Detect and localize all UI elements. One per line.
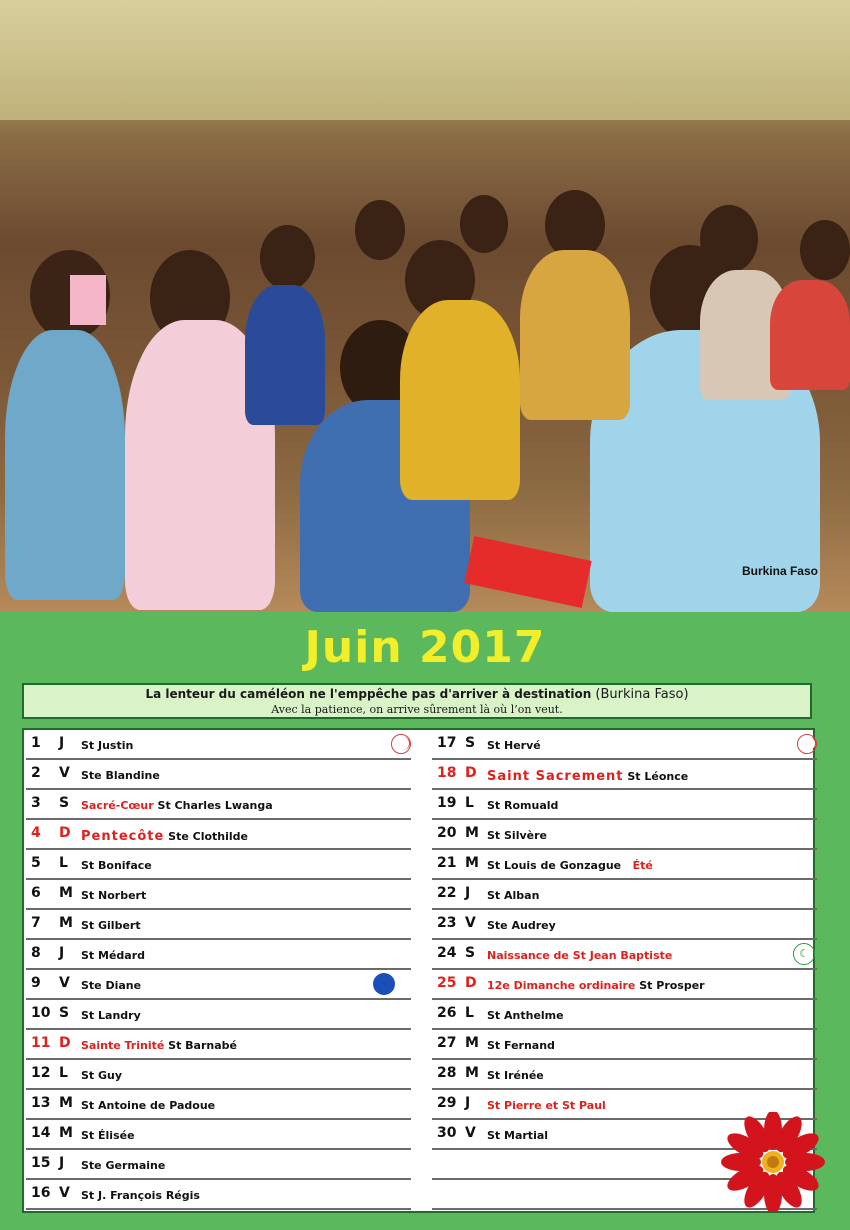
day-names — [487, 1039, 555, 1052]
weekday-letter: M — [59, 915, 73, 931]
saint-name: St Antoine de Padoue — [81, 1099, 216, 1112]
calendar-day-row — [432, 730, 817, 760]
proverb-box — [22, 683, 812, 719]
day-names — [487, 889, 539, 902]
moon-phase-icon — [391, 734, 411, 754]
calendar-day-row — [432, 820, 817, 850]
feast-name: St Pierre et St Paul — [487, 1099, 606, 1112]
new-moon-icon — [373, 973, 395, 995]
day-number: 21 — [437, 855, 457, 871]
weekday-letter: V — [59, 975, 70, 991]
saint-name: St Martial — [487, 1129, 549, 1142]
day-number: 16 — [31, 1185, 51, 1201]
day-names — [487, 1099, 606, 1112]
season-label: Été — [632, 859, 653, 872]
weekday-letter: L — [465, 795, 474, 811]
day-number: 11 — [31, 1035, 51, 1051]
day-names — [487, 949, 672, 962]
proverb-translation: Avec la patience, on arrive sûrement là où l’on veut. — [271, 703, 563, 716]
child-clothing — [400, 300, 520, 500]
saint-name: St Silvère — [487, 829, 547, 842]
feast-name: Sacré-Cœur — [81, 799, 154, 812]
day-number: 22 — [437, 885, 457, 901]
saint-name: Ste Clothilde — [168, 830, 248, 843]
day-number: 10 — [31, 1005, 51, 1021]
day-number: 18 — [437, 765, 457, 781]
day-names — [81, 919, 141, 932]
day-names — [487, 799, 558, 812]
day-number: 12 — [31, 1065, 51, 1081]
calendar-day-row — [432, 1030, 817, 1060]
saint-name: Ste Audrey — [487, 919, 556, 932]
weekday-letter: D — [465, 765, 477, 781]
day-number: 3 — [31, 795, 41, 811]
day-number: 28 — [437, 1065, 457, 1081]
saint-name: St Landry — [81, 1009, 141, 1022]
day-number: 27 — [437, 1035, 457, 1051]
saint-name: St Guy — [81, 1069, 123, 1082]
weekday-letter: M — [59, 1125, 73, 1141]
day-names — [81, 1069, 122, 1082]
day-number: 26 — [437, 1005, 457, 1021]
day-names — [81, 859, 152, 872]
weekday-letter: M — [59, 885, 73, 901]
saint-name: St Barnabé — [168, 1039, 237, 1052]
calendar-day-row — [26, 1090, 411, 1120]
calendar-day-row — [432, 790, 817, 820]
weekday-letter: J — [59, 945, 65, 961]
saint-name: St Alban — [487, 889, 540, 902]
saint-name: St Norbert — [81, 889, 147, 902]
calendar-day-row — [432, 760, 817, 790]
calendar-day-row — [26, 880, 411, 910]
day-names — [81, 799, 273, 812]
child-figure — [355, 200, 405, 260]
classroom-photo — [0, 0, 850, 612]
day-number: 25 — [437, 975, 457, 991]
day-number: 6 — [31, 885, 41, 901]
proverb-text: La lenteur du caméléon ne l'emppêche pas d'arriver à destination — [145, 687, 592, 701]
weekday-letter: V — [59, 765, 70, 781]
child-figure — [800, 220, 850, 280]
saint-name: St Prosper — [639, 979, 705, 992]
day-names — [81, 829, 248, 844]
weekday-letter: S — [59, 1005, 70, 1021]
calendar-day-row — [26, 1000, 411, 1030]
weekday-letter: S — [465, 945, 476, 961]
calendar-day-row — [26, 1120, 411, 1150]
day-number: 29 — [437, 1095, 457, 1111]
saint-name: St Hervé — [487, 739, 541, 752]
feast-name: Saint Sacrement — [487, 769, 624, 784]
saint-name: St Irénée — [487, 1069, 544, 1082]
red-notebook — [464, 536, 591, 608]
moon-phase-icon — [797, 734, 817, 754]
day-names — [81, 1039, 237, 1052]
saint-name: St Médard — [81, 949, 146, 962]
day-number: 19 — [437, 795, 457, 811]
calendar-day-row — [432, 1060, 817, 1090]
weekday-letter: D — [59, 1035, 71, 1051]
weekday-letter: V — [465, 915, 476, 931]
saint-name: St Fernand — [487, 1039, 555, 1052]
saint-name: St Louis de Gonzague — [487, 859, 622, 872]
saint-name: St Gilbert — [81, 919, 141, 932]
day-number: 5 — [31, 855, 41, 871]
day-number: 4 — [31, 825, 41, 841]
classroom-wall — [0, 0, 850, 120]
weekday-letter: M — [465, 825, 479, 841]
day-names — [487, 979, 705, 992]
day-names — [81, 1159, 165, 1172]
saint-name: St Charles Lwanga — [157, 799, 273, 812]
feast-name: Naissance de St Jean Baptiste — [487, 949, 673, 962]
child-figure — [700, 205, 758, 273]
day-names — [487, 1129, 548, 1142]
saint-name: Ste Blandine — [81, 769, 160, 782]
day-names — [81, 739, 133, 752]
feast-name: Sainte Trinité — [81, 1039, 165, 1052]
child-figure — [460, 195, 508, 253]
day-number: 9 — [31, 975, 41, 991]
calendar-day-row — [432, 1000, 817, 1030]
day-names — [487, 919, 556, 932]
feast-name: 12e Dimanche ordinaire — [487, 979, 636, 992]
day-names — [487, 1009, 564, 1022]
calendar-grid — [22, 728, 815, 1213]
day-number: 13 — [31, 1095, 51, 1111]
saint-name: St Boniface — [81, 859, 152, 872]
weekday-letter: S — [465, 735, 476, 751]
day-names — [81, 1009, 141, 1022]
day-names — [81, 949, 145, 962]
calendar-day-row — [26, 730, 411, 760]
day-names — [487, 829, 547, 842]
saint-name: St Romuald — [487, 799, 559, 812]
day-number: 17 — [437, 735, 457, 751]
saint-name: St Justin — [81, 739, 134, 752]
saint-name: Ste Diane — [81, 979, 142, 992]
calendar-day-row — [26, 970, 411, 1000]
calendar-day-row — [26, 1030, 411, 1060]
day-names — [81, 1189, 200, 1202]
day-names — [81, 769, 160, 782]
day-names — [487, 1069, 544, 1082]
day-number: 7 — [31, 915, 41, 931]
proverb-source: (Burkina Faso) — [591, 687, 689, 702]
saint-name: Ste Germaine — [81, 1159, 166, 1172]
calendar-day-row — [432, 880, 817, 910]
weekday-letter: M — [465, 855, 479, 871]
weekday-letter: M — [59, 1095, 73, 1111]
weekday-letter: L — [465, 1005, 474, 1021]
weekday-letter: V — [59, 1185, 70, 1201]
calendar-day-row — [432, 910, 817, 940]
calendar-day-row — [26, 1060, 411, 1090]
page-title: Juin 2017 — [304, 622, 546, 673]
calendar-day-row — [26, 790, 411, 820]
calendar-day-row — [26, 1150, 411, 1180]
weekday-letter: J — [59, 1155, 65, 1171]
child-figure — [260, 225, 315, 290]
day-names — [81, 1129, 135, 1142]
day-number: 14 — [31, 1125, 51, 1141]
child-clothing — [245, 285, 325, 425]
day-number: 23 — [437, 915, 457, 931]
day-names — [487, 859, 653, 872]
day-number: 24 — [437, 945, 457, 961]
day-number: 20 — [437, 825, 457, 841]
weekday-letter: V — [465, 1125, 476, 1141]
day-names — [487, 769, 688, 784]
day-number: 2 — [31, 765, 41, 781]
calendar-day-row — [26, 910, 411, 940]
child-clothing — [770, 280, 850, 390]
day-number: 8 — [31, 945, 41, 961]
weekday-letter: M — [465, 1065, 479, 1081]
pink-paper — [70, 275, 106, 325]
calendar-day-row — [26, 1180, 411, 1210]
child-clothing — [5, 330, 125, 600]
weekday-letter: J — [59, 735, 65, 751]
weekday-letter: D — [59, 825, 71, 841]
weekday-letter: J — [465, 885, 471, 901]
saint-name: St Élisée — [81, 1129, 135, 1142]
calendar-day-row — [26, 940, 411, 970]
weekday-letter: M — [465, 1035, 479, 1051]
calendar-day-row — [26, 850, 411, 880]
proverb-line — [24, 687, 810, 702]
day-names — [81, 979, 141, 992]
day-number: 15 — [31, 1155, 51, 1171]
calendar-day-row — [432, 940, 817, 970]
weekday-letter: D — [465, 975, 477, 991]
day-number: 30 — [437, 1125, 457, 1141]
calendar-column-left — [26, 730, 411, 1210]
photo-caption: Burkina Faso — [741, 564, 818, 578]
weekday-letter: J — [465, 1095, 471, 1111]
weekday-letter: S — [59, 795, 70, 811]
saint-name: St J. François Régis — [81, 1189, 200, 1202]
day-names — [487, 739, 541, 752]
day-number: 1 — [31, 735, 41, 751]
saint-name: St Anthelme — [487, 1009, 564, 1022]
red-flower-image — [718, 1112, 828, 1212]
weekday-letter: L — [59, 855, 68, 871]
saint-name: St Léonce — [627, 770, 689, 783]
calendar-day-row — [26, 760, 411, 790]
calendar-day-row — [432, 970, 817, 1000]
calendar-day-row — [432, 850, 817, 880]
calendar-day-row — [26, 820, 411, 850]
child-clothing — [520, 250, 630, 420]
feast-name: Pentecôte — [81, 829, 165, 844]
day-names — [81, 889, 146, 902]
first-quarter-icon: ☾ — [793, 943, 815, 965]
day-names — [81, 1099, 215, 1112]
weekday-letter: L — [59, 1065, 68, 1081]
